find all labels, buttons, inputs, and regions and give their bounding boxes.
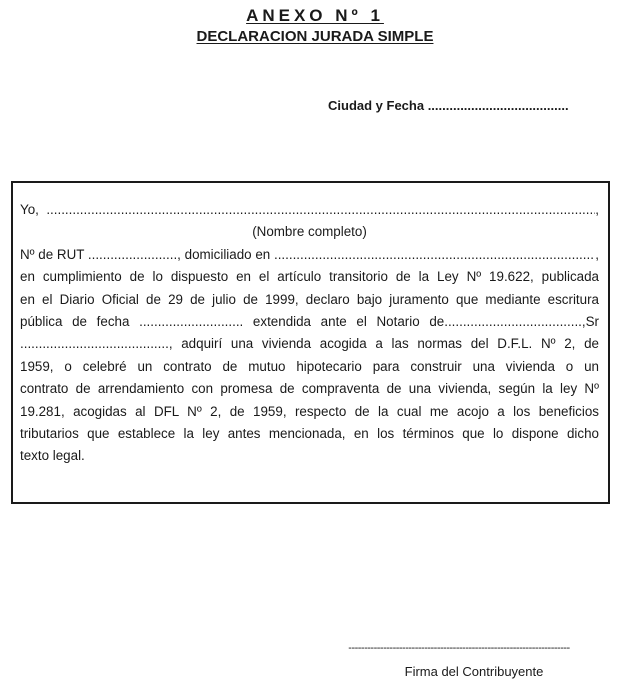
declaration-text (20, 199, 599, 468)
name-line-end: , (595, 202, 599, 217)
declaration-line: tributarios que establece la ley antes mencionada, en los términos que lo dispone dicho (20, 425, 599, 441)
declaration-line: ........................................, adquirí una vivienda acogida a las normas del D.F.L. Nº 2, de (20, 336, 599, 352)
declaration-box (11, 181, 610, 504)
declaration-line: 19.281, acogidas al DFL Nº 2, de 1959, respecto de la cual me acojo a los beneficios (20, 403, 599, 419)
name-line (20, 199, 599, 221)
city-date-field: Ciudad y Fecha ....................................... (328, 98, 569, 113)
signature-line: ---------------------------------------------------------------------- (348, 642, 570, 654)
rut-line (20, 244, 599, 266)
signature-label: Firma del Contribuyente (404, 664, 544, 679)
rut-line-end: , (595, 246, 599, 262)
declaration-line: en cumplimiento de lo dispuesto en el artículo transitorio de la Ley Nº 19.622, publicada (20, 269, 599, 285)
declaration-line: contrato de arrendamiento con promesa de compraventa de una vivienda, según la ley Nº (20, 381, 599, 397)
address-blank (274, 244, 595, 266)
rut-line-text: Nº de RUT ........................, domiciliado en (20, 246, 271, 262)
name-caption (20, 221, 599, 243)
name-caption-text: (Nombre completo) (252, 224, 367, 240)
declaration-line: en el Diario Oficial de 29 de julio de 1999, declaro bajo juramento que mediante escritura (20, 291, 599, 307)
annex-title: ANEXO Nº 1 (246, 6, 384, 25)
name-blank (46, 199, 595, 221)
name-line-label: Yo, (20, 202, 39, 217)
declaration-line: 1959, o celebré un contrato de mutuo hipotecario para construir una vivienda o un (20, 358, 599, 374)
document-subtitle: DECLARACION JURADA SIMPLE (196, 28, 434, 45)
declaration-line: pública de fecha ............................ extendida ante el Notario de.....................................,Sr (20, 313, 599, 329)
signature-block (328, 642, 590, 679)
declaration-last-line: texto legal. (20, 448, 85, 464)
